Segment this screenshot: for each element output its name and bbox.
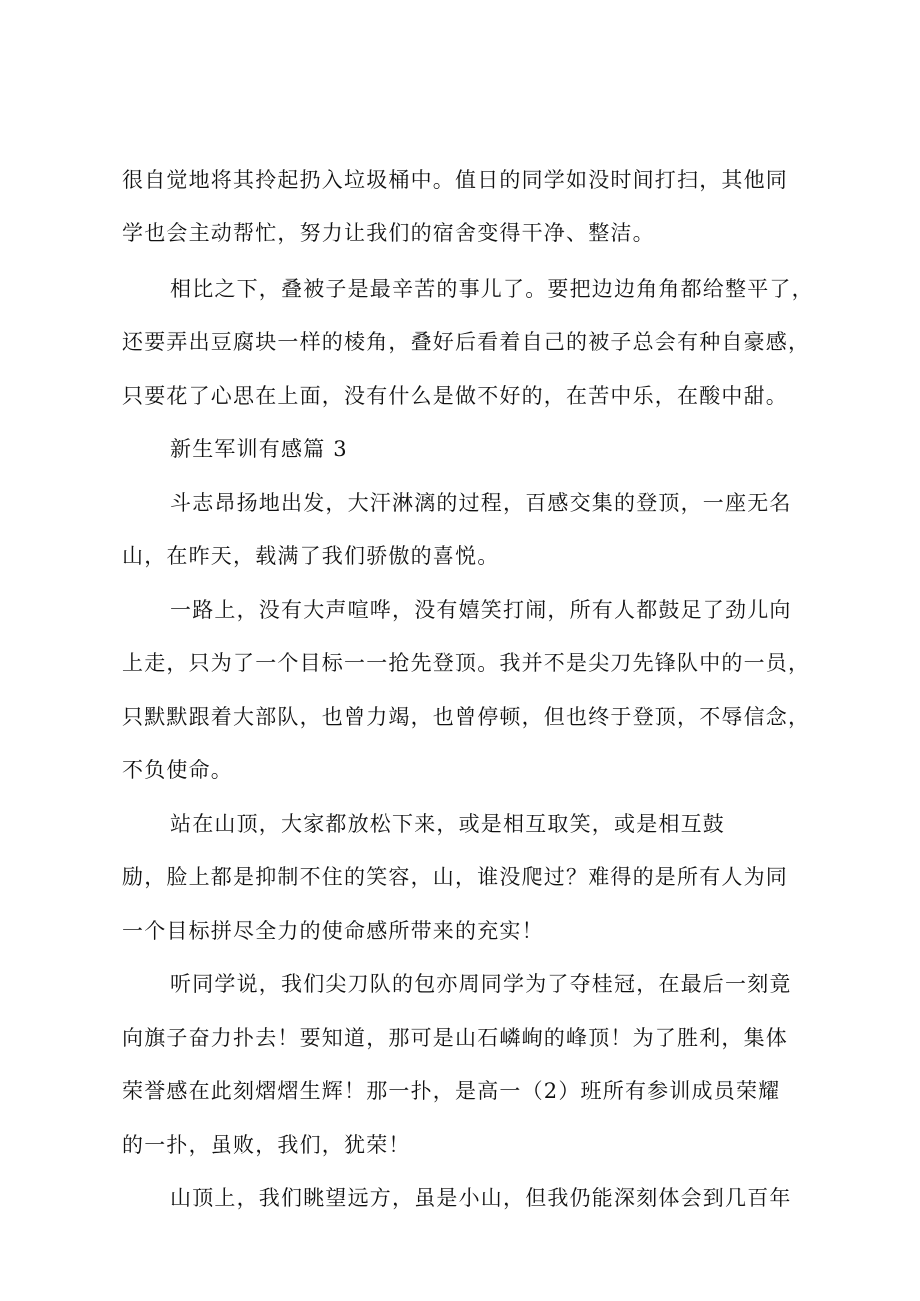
text-line: 一个目标拼尽全力的使命感所带来的充实！ — [122, 919, 544, 943]
text-line: 只默默跟着大部队，也曾力竭，也曾停顿，但也终于登顶，不辱信念， — [122, 705, 811, 729]
text-line: 还要弄出豆腐块一样的棱角，叠好后看着自己的被子总会有种自豪感， — [122, 330, 811, 354]
text-line: 上走，只为了一个目标一一抢先登顶。我并不是尖刀先锋队中的一员， — [122, 651, 811, 675]
text-line: 站在山顶，大家都放松下来，或是相互取笑，或是相互鼓 — [170, 812, 725, 836]
text-line: 很自觉地将其拎起扔入垃圾桶中。值日的同学如没时间打扫，其他同 — [122, 168, 788, 192]
text-line: 听同学说，我们尖刀队的包亦周同学为了夺桂冠，在最后一刻竟 — [170, 972, 792, 996]
text-line: 荣誉感在此刻熠熠生辉！那一扑，是高一（2）班所有参训成员荣耀 — [122, 1079, 781, 1103]
section-heading: 新生军训有感篇 3 — [170, 437, 348, 461]
text-line: 不负使命。 — [122, 758, 233, 782]
text-line: 学也会主动帮忙，努力让我们的宿舍变得干净、整洁。 — [122, 221, 655, 245]
text-line: 斗志昂扬地出发，大汗淋漓的过程，百感交集的登顶，一座无名 — [170, 491, 792, 515]
text-line: 只要花了心思在上面，没有什么是做不好的，在苦中乐，在酸中甜。 — [122, 384, 788, 408]
text-line: 励，脸上都是抑制不住的笑容，山，谁没爬过？难得的是所有人为同 — [122, 865, 788, 889]
text-line: 向旗子奋力扑去！要知道，那可是山石嶙峋的峰顶！为了胜利，集体 — [122, 1026, 788, 1050]
text-line: 一路上，没有大声喧哗，没有嬉笑打闹，所有人都鼓足了劲儿向 — [170, 598, 792, 622]
text-line: 山，在昨天，载满了我们骄傲的喜悦。 — [122, 544, 500, 568]
text-line: 相比之下，叠被子是最辛苦的事儿了。要把边边角角都给整平了， — [170, 277, 814, 301]
text-line: 的一扑，虽败，我们，犹荣！ — [122, 1133, 411, 1157]
text-line: 山顶上，我们眺望远方，虽是小山，但我仍能深刻体会到几百年 — [170, 1186, 792, 1210]
